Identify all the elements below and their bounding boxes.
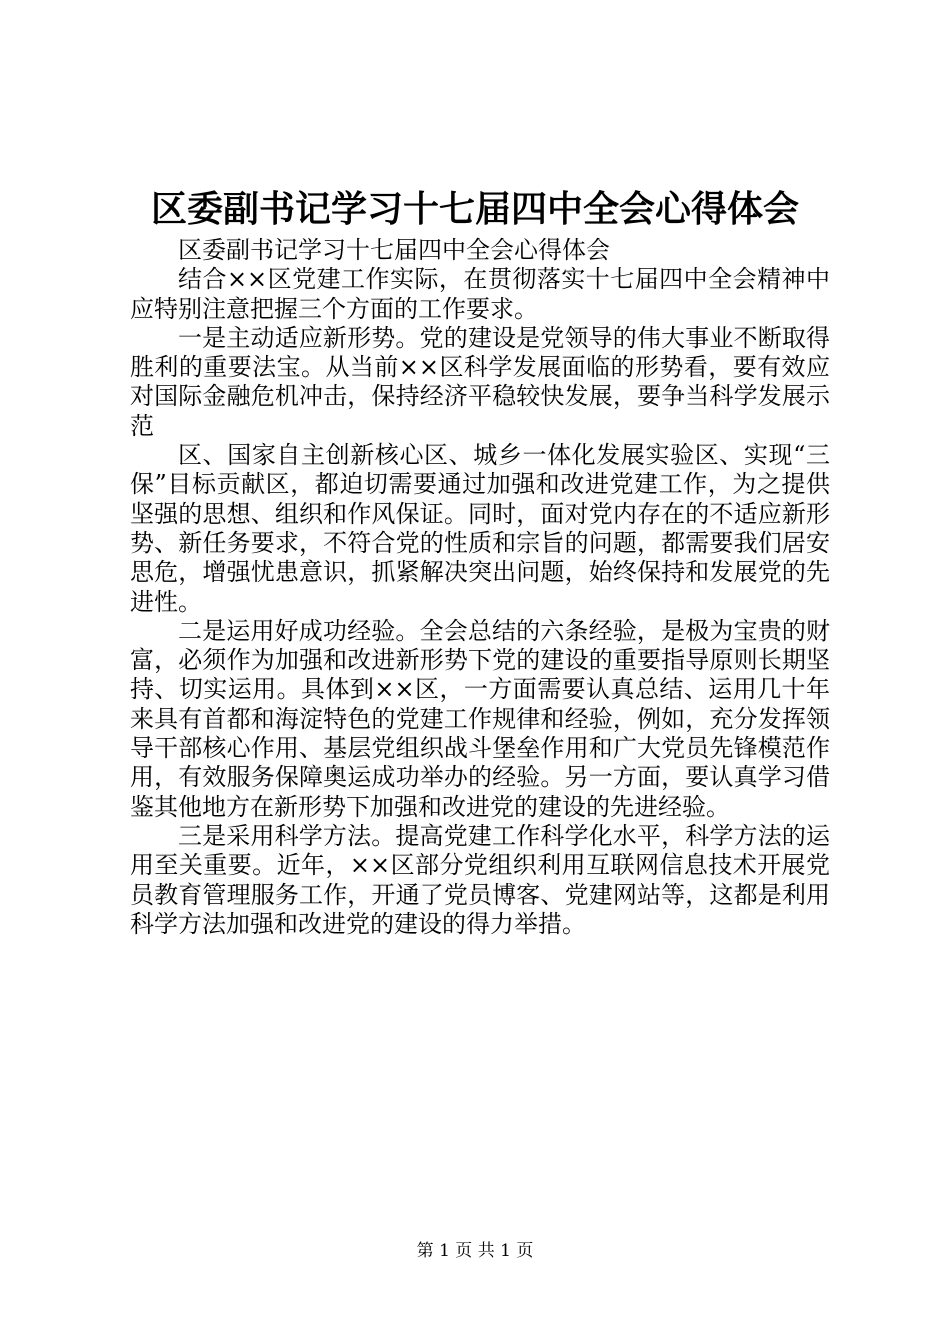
document-body — [130, 236, 830, 939]
paragraph-point-one-continued: 区、国家自主创新核心区、城乡一体化发展实验区、实现“三保”目标贡献区，都迫切需要通过加强和改进党建工作，为之提供坚强的思想、组织和作风保证。同时，面对党内存在的不适应新形势、新任务要求，不符合党的性质和宗旨的问题，都需要我们居安思危，增强忧患意识，抓紧解决突出问题，始终保持和发展党的先进性。 — [130, 441, 830, 616]
page-footer: 第 1 页 共 1 页 — [416, 1241, 534, 1261]
paragraph-point-two: 二是运用好成功经验。全会总结的六条经验，是极为宝贵的财富，必须作为加强和改进新形势下党的建设的重要指导原则长期坚持、切实运用。具体到××区，一方面需要认真总结、运用几十年来具有首都和海淀特色的党建工作规律和经验，例如，充分发挥领导干部核心作用、基层党组织战斗堡垒作用和广大党员先锋模范作用，有效服务保障奥运成功举办的经验。另一方面，要认真学习借鉴其他地方在新形势下加强和改进党的建设的先进经验。 — [130, 616, 830, 821]
paragraph-point-one: 一是主动适应新形势。党的建设是党领导的伟大事业不断取得胜利的重要法宝。从当前××区科学发展面临的形势看，要有效应对国际金融危机冲击，保持经济平稳较快发展，要争当科学发展示范 — [130, 323, 830, 440]
paragraph-point-three: 三是采用科学方法。提高党建工作科学化水平，科学方法的运用至关重要。近年，××区部分党组织利用互联网信息技术开展党员教育管理服务工作，开通了党员博客、党建网站等，这都是利用科学方法加强和改进党的建设的得力举措。 — [130, 821, 830, 938]
document-title: 区委副书记学习十七届四中全会心得体会 — [150, 188, 799, 230]
document-subtitle: 区委副书记学习十七届四中全会心得体会 — [178, 236, 610, 264]
paragraph-intro: 结合××区党建工作实际，在贯彻落实十七届四中全会精神中应特别注意把握三个方面的工作要求。 — [130, 265, 830, 323]
